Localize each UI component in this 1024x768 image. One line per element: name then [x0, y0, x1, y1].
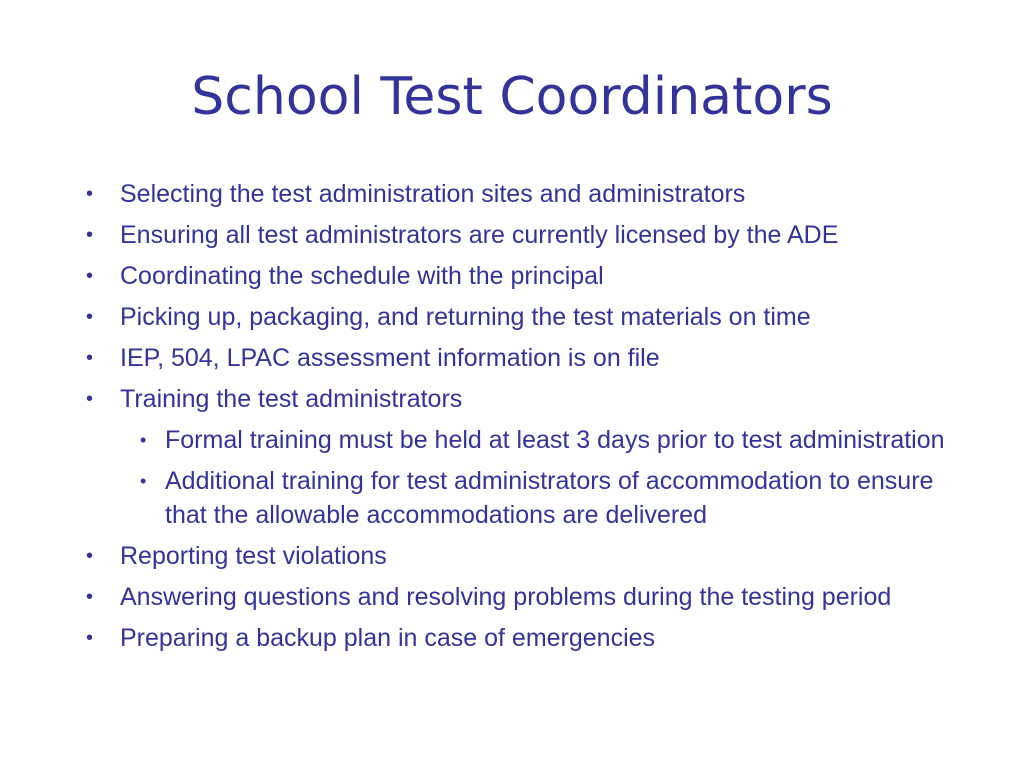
bullet-item: [0, 218, 960, 252]
bullet-item: [0, 580, 960, 614]
bullet-icon: •: [86, 183, 94, 205]
bullet-icon: •: [86, 627, 94, 649]
bullet-text: Coordinating the schedule with the principal: [120, 262, 604, 290]
bullet-icon: •: [86, 545, 94, 567]
bullet-item: [0, 341, 960, 375]
slide-title: School Test Coordinators: [191, 67, 833, 127]
bullet-list: [0, 177, 960, 662]
bullet-text: Ensuring all test administrators are currently licensed by the ADE: [120, 221, 839, 249]
bullet-text: Answering questions and resolving problems during the testing period: [120, 583, 892, 611]
bullet-item: [0, 259, 960, 293]
sub-bullet-text: Additional training for test administrators of accommodation to ensure that the allowable accommodations are delivered: [165, 467, 934, 529]
bullet-text: Picking up, packaging, and returning the test materials on time: [120, 303, 811, 331]
sub-bullet-item: [0, 423, 960, 457]
bullet-item: [0, 382, 960, 532]
bullet-icon: •: [86, 586, 94, 608]
bullet-item: [0, 539, 960, 573]
bullet-text: Selecting the test administration sites and administrators: [120, 180, 746, 208]
bullet-text: Reporting test violations: [120, 542, 387, 570]
bullet-icon: •: [86, 265, 94, 287]
bullet-icon: •: [86, 388, 94, 410]
bullet-item: [0, 300, 960, 334]
bullet-item: [0, 621, 960, 655]
sub-bullet-list: [120, 423, 960, 532]
sub-bullet-item: [0, 464, 960, 532]
bullet-text: Training the test administrators: [120, 385, 463, 413]
bullet-item: [0, 177, 960, 211]
bullet-text: IEP, 504, LPAC assessment information is on file: [120, 344, 660, 372]
sub-bullet-text: Formal training must be held at least 3 days prior to test administration: [165, 426, 945, 454]
bullet-text: Preparing a backup plan in case of emergencies: [120, 624, 656, 652]
bullet-icon: •: [86, 306, 94, 328]
sub-bullet-icon: •: [140, 430, 147, 450]
bullet-icon: •: [86, 224, 94, 246]
sub-bullet-icon: •: [140, 471, 147, 491]
bullet-icon: •: [86, 347, 94, 369]
